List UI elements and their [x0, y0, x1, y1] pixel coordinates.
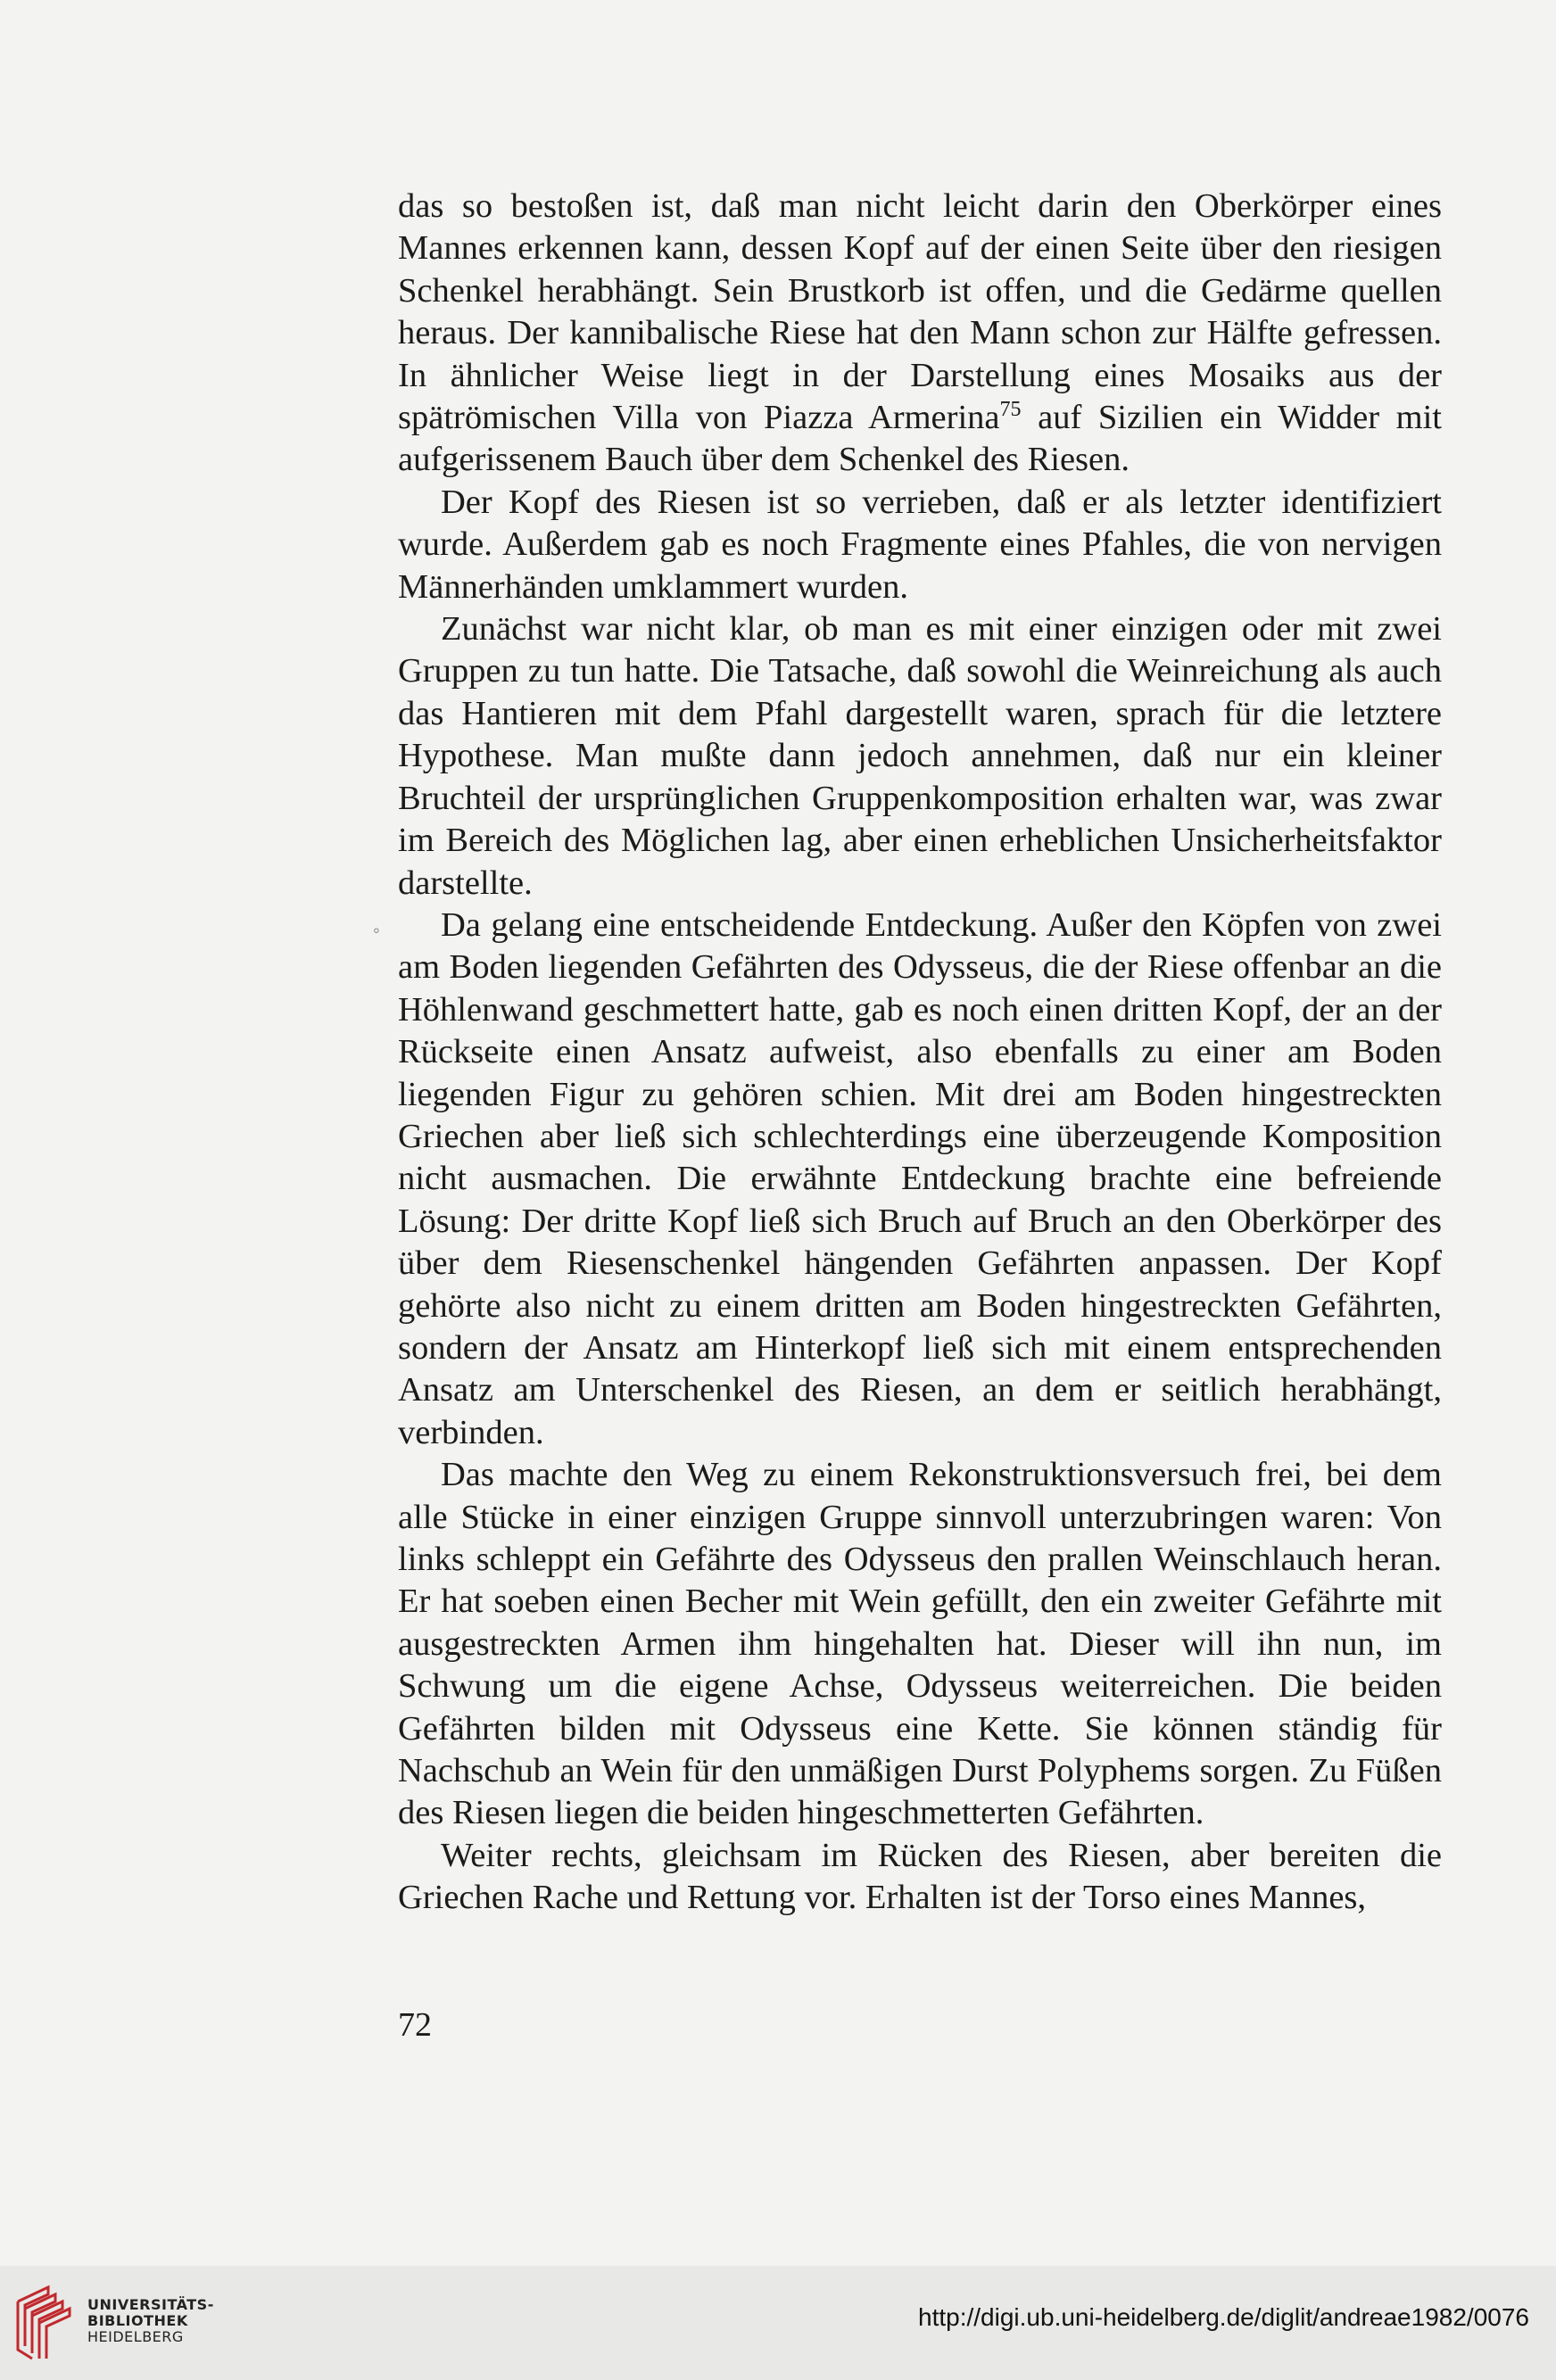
library-name-line-1: UNIVERSITÄTS-	[87, 2296, 214, 2313]
library-name-line-2: BIBLIOTHEK	[87, 2312, 188, 2329]
paragraph-2: Der Kopf des Riesen ist so verrieben, daß er als letzter identifiziert wurde. Außerdem gab es noch Fragmente eines Pfahles, die von nervigen Männerhänden umklammert wurden.	[398, 483, 1442, 606]
paragraph-3: Zunächst war nicht klar, ob man es mit einer einzigen oder mit zwei Gruppen zu tun hatte. Die Tatsache, daß sowohl die Weinreichung als auch das Hantieren mit dem Pfahl dargestellt waren, sprach für die letztere Hypothese. Man mußte dann jedoch annehmen, daß nur ein kleiner Bruchteil der ursprünglichen Gruppenkomposition erhalten war, was zwar im Bereich des Möglichen lag, aber einen erheblichen Unsicherheitsfaktor darstellte.	[398, 610, 1442, 902]
library-logo-icon	[12, 2284, 77, 2362]
footnote-reference[interactable]: 75	[999, 398, 1022, 422]
paragraph-6: Weiter rechts, gleichsam im Rücken des Riesen, aber bereiten die Griechen Rache und Rettung vor. Erhalten ist der Torso eines Mannes,	[398, 1836, 1442, 1917]
paragraph-1-text: das so bestoßen ist, daß man nicht leicht darin den Oberkörper eines Mannes erkennen kann, dessen Kopf auf der einen Seite über den riesigen Schenkel herabhängt. Sein Brustkorb ist offen, und die Gedärme quellen heraus. Der kannibalische Riese hat den Mann schon zur Hälfte gefressen. In ähnlicher Weise liegt in der Darstellung eines Mosaiks aus der spätrömischen Villa von Piazza Armerina	[398, 187, 1442, 437]
paragraph-4: Da gelang eine entscheidende Entdeckung. Außer den Köpfen von zwei am Boden liegenden Gefährten des Odysseus, die der Riese offenbar an die Höhlenwand geschmettert hatte, gab es noch einen dritten Kopf, der an der Rückseite einen Ansatz aufweist, also ebenfalls zu einer am Boden liegenden Figur zu gehören schien. Mit drei am Boden hingestreckten Griechen aber ließ sich schlechterdings eine überzeugende Komposition nicht ausmachen. Die erwähnte Entdeckung brachte eine befreiende Lösung: Der dritte Kopf ließ sich Bruch auf Bruch an den Oberkörper des über dem Riesenschenkel hängenden Gefährten anpassen. Der Kopf gehörte also nicht zu einem dritten am Boden hingestreckten Gefährten, sondern der Ansatz am Hinterkopf ließ sich mit einem entsprechenden Ansatz am Unterschenkel des Riesen, an dem er seitlich herabhängt, verbinden.	[398, 905, 1442, 1451]
paragraph-1	[398, 186, 1442, 482]
page-number: 72	[398, 2006, 432, 2044]
paragraph-5: Das machte den Weg zu einem Rekonstruktionsversuch frei, bei dem alle Stücke in einer einzigen Gruppe sinnvoll unterzubringen waren: Von links schleppt ein Gefährte des Odysseus den prallen Weinschlauch heran. Er hat soeben einen Becher mit Wein gefüllt, den ein zweiter Gefährte mit ausgestreckten Armen ihm hingehalten hat. Dieser will ihn nun, im Schwung um die eigene Achse, Odysseus weiterreichen. Die beiden Gefährten bilden mit Odysseus eine Kette. Sie können ständig für Nachschub an Wein für den unmäßigen Durst Polyphems sorgen. Zu Füßen des Riesen liegen die beiden hingeschmetterten Gefährten.	[398, 1456, 1442, 1832]
library-name	[87, 2297, 214, 2345]
library-name-line-3: HEIDELBERG	[87, 2328, 184, 2345]
scan-speck: ◦	[373, 919, 380, 941]
body-text	[398, 186, 1442, 1920]
paragraph-1-tail: auf Sizilien ein Widder mit aufgerissenem Bauch über dem Schenkel des Riesen.	[398, 399, 1442, 479]
source-url-link[interactable]: http://digi.ub.uni-heidelberg.de/diglit/andreae1982/0076	[918, 2303, 1529, 2331]
